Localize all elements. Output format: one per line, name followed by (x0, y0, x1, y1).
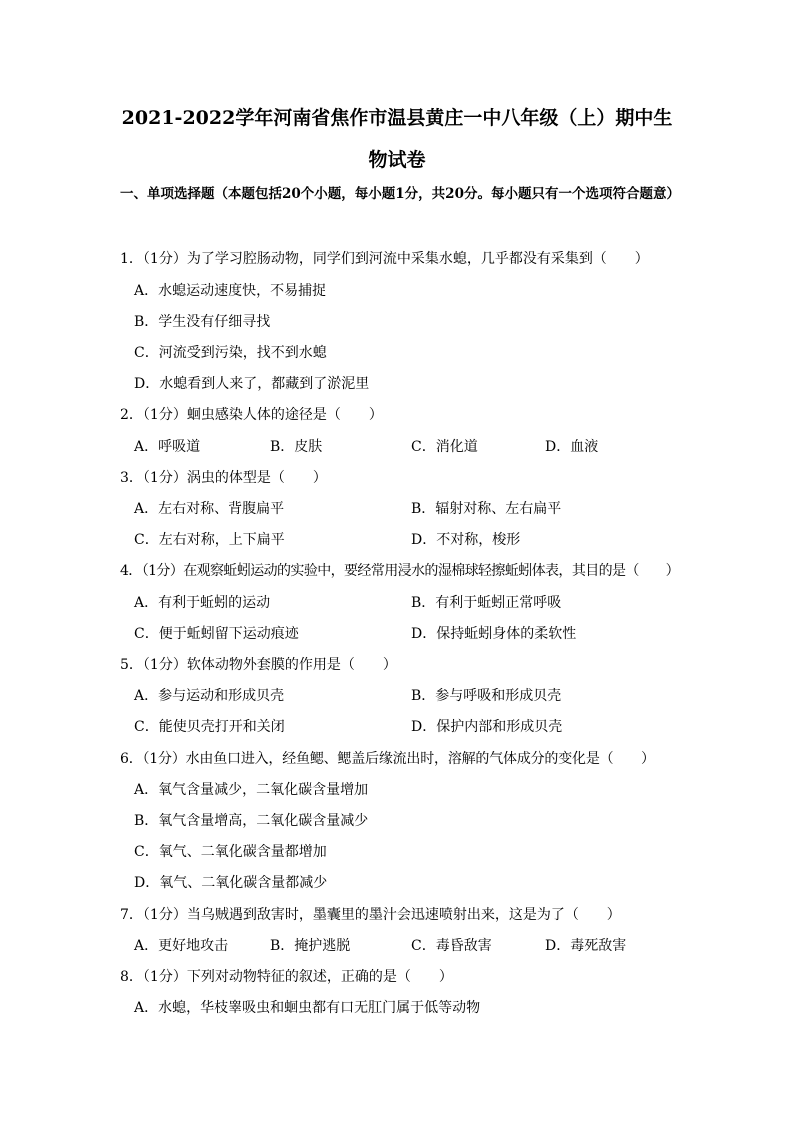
question-2: 2．（1分）蛔虫感染人体的途径是（ ） (120, 407, 383, 423)
q1-option-c: C．河流受到污染，找不到水螅 (134, 345, 327, 361)
question-7: 7．（1分）当乌贼遇到敌害时，墨囊里的墨汁会迅速喷射出来，这是为了（ ） (120, 907, 621, 923)
q5-option-d: D．保护内部和形成贝壳 (411, 719, 563, 735)
q6-option-a: A．氧气含量减少，二氧化碳含量增加 (134, 782, 369, 798)
q7-option-b: B．掩护逃脱 (270, 938, 351, 954)
q4-option-d: D．保持蚯蚓身体的柔软性 (411, 626, 577, 642)
q5-option-b: B．参与呼吸和形成贝壳 (411, 688, 562, 704)
exam-title-line2: 物试卷 (368, 149, 426, 171)
q7-option-d: D．毒死敌害 (545, 938, 627, 954)
q4-option-c: C．便于蚯蚓留下运动痕迹 (134, 626, 299, 642)
question-5: 5．（1分）软体动物外套膜的作用是（ ） (120, 657, 397, 673)
q2-option-c: C．消化道 (411, 439, 478, 455)
q1-option-a: A．水螅运动速度快，不易捕捉 (134, 283, 327, 299)
q3-option-a: A．左右对称、背腹扁平 (134, 501, 285, 517)
q1-option-b: B．学生没有仔细寻找 (134, 314, 271, 330)
q3-option-d: D．不对称，梭形 (411, 532, 521, 548)
q8-option-a: A．水螅，华枝睾吸虫和蛔虫都有口无肛门属于低等动物 (134, 1000, 481, 1016)
q4-option-a: A．有利于蚯蚓的运动 (134, 595, 271, 611)
question-1: 1．（1分）为了学习腔肠动物，同学们到河流中采集水螅，几乎都没有采集到（ ） (120, 251, 649, 267)
q4-option-b: B．有利于蚯蚓正常呼吸 (411, 595, 562, 611)
exam-title-line1: 2021-2022学年河南省焦作市温县黄庄一中八年级（上）期中生 (121, 107, 673, 129)
q2-option-a: A．呼吸道 (134, 439, 201, 455)
question-3: 3．（1分）涡虫的体型是（ ） (120, 470, 327, 486)
question-8: 8．（1分）下列对动物特征的叙述，正确的是（ ） (120, 969, 453, 985)
q7-option-c: C．毒昏敌害 (411, 938, 492, 954)
q7-option-a: A．更好地攻击 (134, 938, 229, 954)
question-6: 6．（1分）水由鱼口进入，经鱼鳃、鳃盖后缘流出时，溶解的气体成分的变化是（ ） (120, 751, 655, 767)
section-heading: 一、单项选择题（本题包括20个小题，每小题1分，共20分。每小题只有一个选项符合题意） (120, 186, 680, 202)
q6-option-d: D．氧气、二氧化碳含量都减少 (134, 875, 328, 891)
q5-option-c: C．能使贝壳打开和关闭 (134, 719, 285, 735)
q2-option-b: B．皮肤 (270, 439, 323, 455)
q2-option-d: D．血液 (545, 439, 599, 455)
q1-option-d: D．水螅看到人来了，都藏到了淤泥里 (134, 376, 370, 392)
question-4: 4．（1分）在观察蚯蚓运动的实验中，要经常用浸水的湿棉球轻擦蚯蚓体表，其目的是（ ） (120, 563, 680, 579)
q5-option-a: A．参与运动和形成贝壳 (134, 688, 285, 704)
q6-option-c: C．氧气、二氧化碳含量都增加 (134, 844, 327, 860)
q3-option-c: C．左右对称，上下扁平 (134, 532, 285, 548)
q3-option-b: B．辐射对称、左右扁平 (411, 501, 562, 517)
q6-option-b: B．氧气含量增高，二氧化碳含量减少 (134, 813, 369, 829)
